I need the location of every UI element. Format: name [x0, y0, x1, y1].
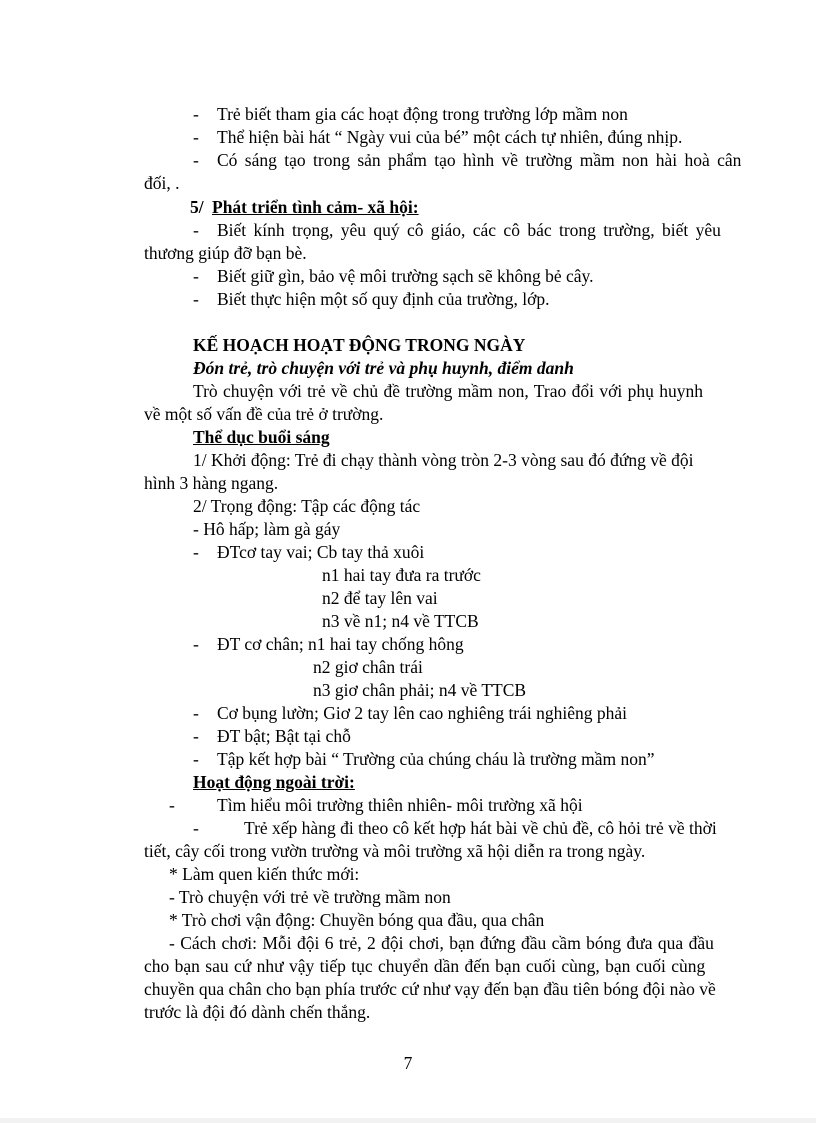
chat-activity: - Trò chuyện với trẻ về trường mầm non: [169, 887, 451, 907]
bullet-dash: -: [169, 795, 175, 815]
outdoor-bullet-2-continuation: tiết, cây cối trong vườn trường và môi trường xã hội diễn ra trong ngày.: [144, 841, 646, 861]
bullet-dash: -: [193, 818, 199, 838]
game-rules-line-2: cho bạn sau cứ như vậy tiếp tục chuyển dần đến bạn cuối cùng, bạn cuối cùng: [144, 956, 706, 976]
shoulder-exercise: ĐTcơ tay vai; Cb tay thả xuôi: [217, 542, 425, 562]
bullet-dash: -: [193, 104, 199, 124]
game-rules-line-3: chuyền qua chân cho bạn phía trước cứ như vạy đến bạn đầu tiên bóng đội nào về: [144, 979, 716, 999]
new-knowledge-heading: * Làm quen kiến thức mới:: [169, 864, 360, 884]
plan-title: KẾ HOẠCH HOẠT ĐỘNG TRONG NGÀY: [193, 335, 526, 355]
page-number: 7: [403, 1053, 413, 1073]
welcome-text: Trò chuyện với trẻ về chủ đề trường mầm non, Trao đổi với phụ huynh: [193, 381, 703, 401]
combined-exercise: Tập kết hợp bài “ Trường của chúng cháu là trường mầm non”: [217, 749, 655, 769]
shoulder-step-3: n3 về n1; n4 về TTCB: [322, 611, 479, 631]
warmup-text-continuation: hình 3 hàng ngang.: [144, 473, 279, 493]
game-rules-line-4: trước là đội đó dành chến thắng.: [144, 1002, 371, 1022]
game-rules-line-1: - Cách chơi: Mỗi đội 6 trẻ, 2 đội chơi, bạn đứng đầu cầm bóng đưa qua đầu: [169, 933, 714, 953]
section-5-number: 5/: [190, 197, 204, 217]
intro-bullet-3-continuation: đối, .: [144, 173, 180, 193]
bullet-dash: -: [193, 289, 199, 309]
jump-exercise: ĐT bật; Bật tại chỗ: [217, 726, 351, 746]
warmup-text: 1/ Khởi động: Trẻ đi chạy thành vòng tròn 2-3 vòng sau đó đứng về đội: [193, 450, 694, 470]
intro-bullet-1: Trẻ biết tham gia các hoạt động trong trường lớp mầm non: [217, 104, 628, 124]
page-bottom-edge: [0, 1118, 816, 1123]
bullet-dash: -: [193, 726, 199, 746]
section-5-title: Phát triển tình cảm- xã hội:: [212, 197, 419, 217]
outdoor-bullet-1: Tìm hiểu môi trường thiên nhiên- môi trường xã hội: [217, 795, 583, 815]
bullet-dash: -: [193, 127, 199, 147]
bullet-dash: -: [193, 220, 199, 240]
intro-bullet-3: Có sáng tạo trong sản phẩm tạo hình về trường mầm non hài hoà cân: [217, 150, 742, 170]
outdoor-activity-heading: Hoạt động ngoài trời:: [193, 772, 355, 792]
main-exercise-text: 2/ Trọng động: Tập các động tác: [193, 496, 421, 516]
bullet-dash: -: [193, 634, 199, 654]
bullet-dash: -: [193, 542, 199, 562]
bullet-dash: -: [193, 703, 199, 723]
section-5-bullet-1-continuation: thương giúp đỡ bạn bè.: [144, 243, 307, 263]
morning-exercise-heading: Thể dục buổi sáng: [193, 427, 330, 447]
leg-step-1: n2 giơ chân trái: [313, 657, 423, 677]
bullet-dash: -: [193, 150, 199, 170]
bullet-dash: -: [193, 749, 199, 769]
leg-exercise: ĐT cơ chân; n1 hai tay chống hông: [217, 634, 464, 654]
shoulder-step-1: n1 hai tay đưa ra trước: [322, 565, 481, 585]
intro-bullet-2: Thể hiện bài hát “ Ngày vui của bé” một cách tự nhiên, đúng nhịp.: [217, 127, 683, 147]
outdoor-bullet-2: Trẻ xếp hàng đi theo cô kết hợp hát bài về chủ đề, cô hỏi trẻ về thời: [244, 818, 717, 838]
section-5-bullet-2: Biết giữ gìn, bảo vệ môi trường sạch sẽ không bẻ cây.: [217, 266, 594, 286]
shoulder-step-2: n2 để tay lên vai: [322, 588, 438, 608]
section-5-bullet-3: Biết thực hiện một số quy định của trường, lớp.: [217, 289, 550, 309]
leg-step-2: n3 giơ chân phải; n4 về TTCB: [313, 680, 527, 700]
welcome-heading: Đón trẻ, trò chuyện với trẻ và phụ huynh, điểm danh: [193, 358, 574, 378]
movement-game: * Trò chơi vận động: Chuyền bóng qua đầu, qua chân: [169, 910, 545, 930]
bullet-dash: -: [193, 266, 199, 286]
abdomen-exercise: Cơ bụng lườn; Giơ 2 tay lên cao nghiêng trái nghiêng phải: [217, 703, 628, 723]
section-5-bullet-1: Biết kính trọng, yêu quý cô giáo, các cô bác trong trường, biết yêu: [217, 220, 721, 240]
welcome-text-continuation: về một số vấn đề của trẻ ở trường.: [144, 404, 384, 424]
breathing-exercise: - Hô hấp; làm gà gáy: [193, 519, 341, 539]
